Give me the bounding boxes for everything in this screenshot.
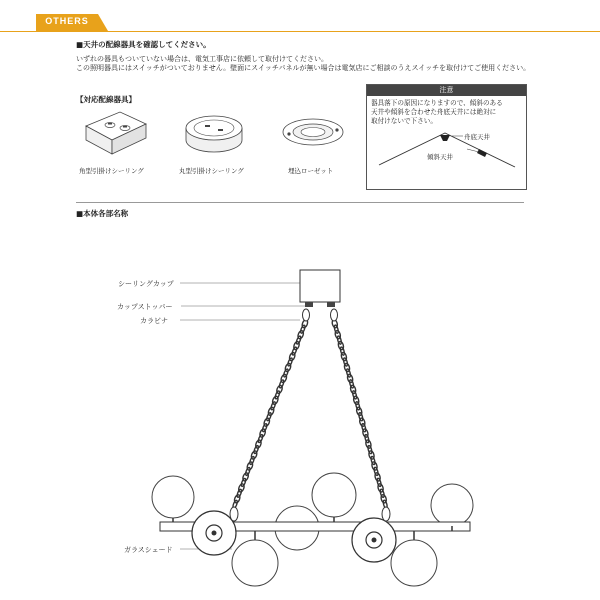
label-carabiner: カラビナ [140, 317, 168, 325]
intro-heading: ■天井の配線器具を確認してください。 [76, 40, 211, 49]
intro-line-2: この照明器具にはスイッチがついておりません。壁面にスイッチパネルが無い場合は電気店にご相談のうえスイッチを取付けてご使用ください。 [76, 64, 531, 72]
fixture-label-rosette: 埋込ローゼット [288, 167, 334, 175]
intro-line-1: いずれの器具もついていない場合は、電気工事店に依頼して取付けてください。 [76, 55, 328, 63]
chain-link [346, 369, 351, 378]
chain-link [337, 336, 342, 345]
parts-heading: ■本体各部名称 [76, 209, 129, 218]
chain-link [364, 434, 369, 443]
chain-link [376, 478, 381, 487]
chain-link [367, 445, 372, 454]
fixture-label-square: 角型引掛けシーリング [79, 167, 144, 175]
label-glass-shade: ガラスシェード [124, 546, 173, 554]
label-ceiling-cup: シーリングカップ [118, 280, 174, 288]
chain-link [334, 325, 339, 334]
chain-link [358, 412, 363, 421]
chain-link [373, 467, 378, 476]
chain-link [380, 489, 385, 498]
chain-link [352, 390, 357, 399]
label-sloped-ceiling: 傾斜天井 [427, 153, 453, 161]
chain-link [343, 358, 348, 367]
chain-link [349, 379, 354, 388]
caution-title: 注意 [367, 85, 526, 96]
fixture-label-round: 丸型引掛けシーリング [179, 167, 244, 175]
caution-line-3: 取付けないで下さい。 [371, 117, 437, 125]
tab-label: OTHERS [45, 16, 89, 26]
caution-line-2: 天井や傾斜を合わせた舟底天井には絶対に [371, 108, 497, 116]
fixtures-heading: 【対応配線器具】 [76, 95, 136, 104]
label-peaked-ceiling: 舟底天井 [464, 133, 490, 141]
label-cup-stopper: カップストッパー [117, 303, 173, 311]
chain-link [361, 423, 366, 432]
chain-link [355, 401, 360, 410]
chain-link [340, 347, 345, 356]
caution-line-1: 器具落下の原因になりますので、傾斜のある [371, 99, 503, 107]
chain-link [370, 456, 375, 465]
